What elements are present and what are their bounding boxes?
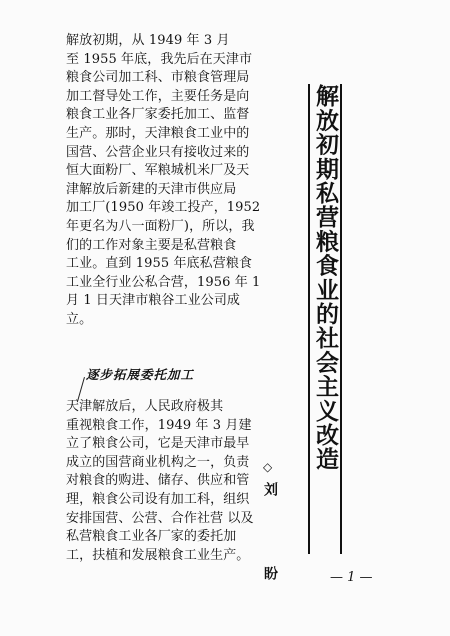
section-line: 理，粮食公司设有加工科，组织 — [66, 491, 250, 507]
intro-line: 津解放后新建的天津市供应局 — [66, 181, 237, 197]
author-diamond-icon: ◇ — [263, 460, 273, 474]
intro-line: 加工厂(1950 年竣工投产，1952 — [66, 200, 261, 216]
section-line: 工，扶植和发展粮食工业生产。 — [66, 547, 250, 563]
author-name: 刘 盼 — [262, 482, 278, 607]
intro-line: 生产。那时，天津粮食工业中的 — [66, 125, 250, 141]
title-left-rule — [308, 84, 310, 554]
intro-line: 解放初期，从 1949 年 3 月 — [66, 33, 230, 48]
intro-line: 们的工作对象主要是私营粮食 — [66, 237, 237, 253]
section-line: 立了粮食公司，它是天津市最早 — [66, 436, 250, 452]
section-paragraph — [66, 398, 254, 565]
intro-line: 年更名为八一面粉厂)，所以，我 — [66, 218, 255, 234]
page-number: — 1 — — [330, 570, 373, 585]
section-line: 安排国营、公营、合作社营 以及 — [66, 510, 254, 526]
title-right-rule — [340, 84, 342, 554]
section-line: 天津解放后，人民政府极其 — [66, 399, 224, 414]
intro-line: 恒大面粉厂、军粮城机米厂及天 — [66, 163, 250, 179]
intro-line: 粮食工业各厂家委托加工、监督 — [66, 107, 250, 123]
article-title: 解放初期私营粮食业的社会主义改造 — [312, 84, 338, 472]
intro-paragraph — [66, 32, 261, 330]
intro-line: 国营、公营企业只有接收过来的 — [66, 144, 250, 160]
intro-line: 至 1955 年底，我先后在天津市 — [66, 51, 253, 67]
intro-line: 月 1 日天津市粮谷工业公司成 — [66, 293, 241, 309]
intro-line: 粮食公司加工科、市粮食管理局 — [66, 70, 250, 86]
intro-line: 立。 — [66, 311, 93, 327]
section-line: 私营粮食工业各厂家的委托加 — [66, 529, 237, 545]
intro-line: 工业。直到 1955 年底私营粮食 — [66, 256, 253, 272]
section-line: 对粮食的购进、储存、供应和管 — [66, 473, 250, 489]
intro-line: 加工督导处工作，主要任务是向 — [66, 88, 250, 104]
section-heading: 逐步拓展委托加工 — [86, 367, 195, 382]
section-line: 重视粮食工作，1949 年 3 月建 — [66, 417, 252, 433]
intro-line: 工业全行业公私合营，1956 年 1 — [66, 274, 261, 290]
section-line: 成立的国营商业机构之一，负责 — [66, 454, 250, 470]
